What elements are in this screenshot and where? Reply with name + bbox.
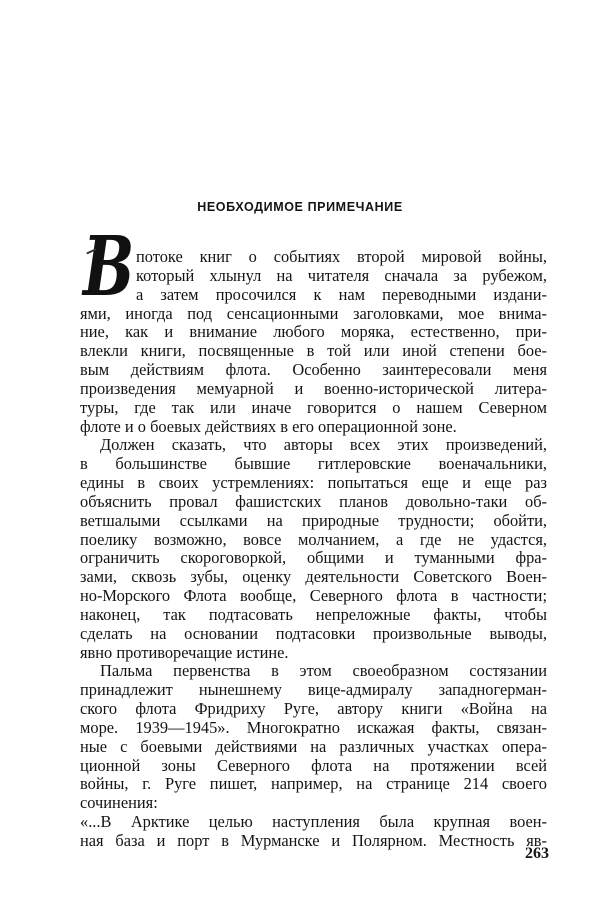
text-line: сочинения: <box>80 793 158 812</box>
text-line: Должен сказать, что авторы всех этих произведений, <box>100 435 547 454</box>
page-number: 263 <box>525 845 549 862</box>
text-line: наконец, так подтасовать непреложные факты, чтобы <box>80 605 547 624</box>
text-line: ветшалыми ссылками на природные трудности; обойти, <box>80 511 547 530</box>
text-line: произведения мемуарной и военно-исторической литера- <box>80 379 547 398</box>
text-line: войны, г. Руге пишет, например, на странице 214 своего <box>80 774 547 793</box>
text-line: зами, сквозь зубы, оценку деятельности Советского Воен- <box>80 567 547 586</box>
text-line: потоке книг о событиях второй мировой войны, <box>136 247 547 266</box>
text-line: а затем просочился к нам переводными издани- <box>136 285 547 304</box>
text-line: море. 1939—1945». Многократно искажая факты, связан- <box>80 718 547 737</box>
text-line: но-Морского Флота вообще, Северного флота в частности; <box>80 586 547 605</box>
text-line: ные с боевыми действиями на различных участках опера- <box>80 737 547 756</box>
text-line: «...В Арктике целью наступления была крупная воен- <box>80 812 547 831</box>
text-line: ная база и порт в Мурманске и Полярном. Местность яв- <box>80 831 547 850</box>
text-line: явно противоречащие истине. <box>80 643 289 662</box>
text-line: ского флота Фридриху Руге, автору книги «Война на <box>80 699 547 718</box>
drop-cap: В <box>83 219 135 315</box>
text-line: ограничить скороговоркой, общими и туманными фра- <box>80 548 547 567</box>
text-line: поелику возможно, вовсе молчанием, а где не удастся, <box>80 530 547 549</box>
text-line: флоте и о боевых действиях в его операционной зоне. <box>80 417 457 436</box>
text-line: вым действиям флота. Особенно заинтересовали меня <box>80 360 547 379</box>
text-line: сделать на основании подтасовки произвольные выводы, <box>80 624 547 643</box>
text-line: едины в своих устремлениях: попытаться еще и еще раз <box>80 473 547 492</box>
text-line: принадлежит нынешнему вице-адмиралу западногерман- <box>80 680 547 699</box>
section-heading: НЕОБХОДИМОЕ ПРИМЕЧАНИЕ <box>197 200 403 214</box>
text-line: ние, как и внимание любого моряка, естественно, при- <box>80 322 547 341</box>
text-line: объяснить провал фашистских планов довольно-таки об- <box>80 492 547 511</box>
text-line: Пальма первенства в этом своеобразном состязании <box>100 661 547 680</box>
text-line: туры, где так или иначе говорится о нашем Северном <box>80 398 547 417</box>
text-line: в большинстве бывшие гитлеровские военачальники, <box>80 454 547 473</box>
text-line: который хлынул на читателя сначала за рубежом, <box>136 266 547 285</box>
text-line: влекли книги, посвященные в той или иной степени бое- <box>80 341 547 360</box>
text-line: ционной зоны Северного флота на протяжении всей <box>80 756 547 775</box>
text-line: ями, иногда под сенсационными заголовками, мое внима- <box>80 304 547 323</box>
